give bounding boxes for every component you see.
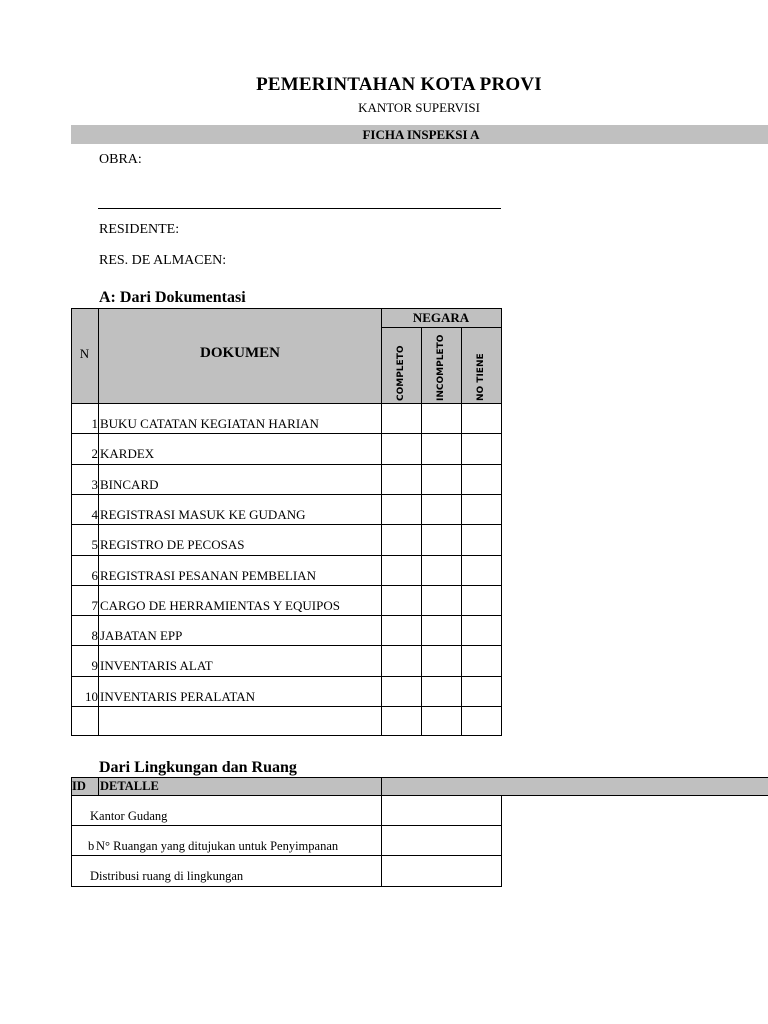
checkbox-cell-completo[interactable]	[382, 677, 421, 706]
table-row-document: CARGO DE HERRAMIENTAS Y EQUIPOS	[100, 597, 340, 613]
table-row-number: 1	[91, 416, 98, 431]
checkbox-cell-incompleto[interactable]	[422, 707, 461, 736]
table-row-line	[71, 706, 501, 707]
checkbox-cell-notiene[interactable]	[462, 677, 501, 706]
residente-label: RESIDENTE:	[99, 222, 180, 237]
table-row-number: 4	[91, 506, 98, 522]
checkbox-cell-notiene[interactable]	[462, 586, 501, 615]
col-n-header: N	[79, 346, 90, 361]
table-row-line	[71, 645, 501, 646]
col-notiene-header: NO TIENE	[476, 353, 486, 401]
section-b-title: Dari Lingkungan dan Ruang	[99, 759, 297, 776]
checkbox-cell-incompleto[interactable]	[422, 495, 461, 524]
checkbox-cell-completo[interactable]	[382, 525, 421, 554]
table2-border-top	[71, 777, 768, 778]
table2-border-left	[71, 777, 72, 887]
documents-table	[71, 308, 501, 736]
obra-label: OBRA:	[99, 152, 142, 167]
table-border-bottom	[71, 735, 501, 736]
checkbox-cell-completo[interactable]	[382, 434, 421, 463]
table-row-line	[71, 464, 501, 465]
table-row-line	[71, 494, 501, 495]
table2-header-background	[71, 777, 768, 795]
environment-table	[71, 777, 768, 887]
table2-header-bottom	[71, 795, 768, 796]
col-negara-header: NEGARA	[412, 310, 470, 325]
table-divider-incompleto	[461, 327, 462, 736]
table-row-number: 6	[91, 567, 98, 583]
table2-divider-id	[98, 777, 99, 795]
checkbox-cell-notiene[interactable]	[462, 434, 501, 463]
table-row-number: 7	[91, 597, 98, 613]
checkbox-cell-completo[interactable]	[382, 404, 421, 433]
table-row-document: BINCARD	[100, 476, 159, 492]
checkbox-cell-notiene[interactable]	[462, 646, 501, 675]
checkbox-cell-incompleto[interactable]	[422, 616, 461, 645]
checkbox-cell-completo[interactable]	[382, 586, 421, 615]
negara-underline	[381, 327, 501, 328]
checkbox-cell-incompleto[interactable]	[422, 646, 461, 675]
table-row-line	[71, 676, 501, 677]
table-row-id: b	[88, 839, 95, 853]
checkbox-cell-completo[interactable]	[382, 465, 421, 494]
table2-border-right	[501, 795, 502, 887]
checkbox-cell-notiene[interactable]	[462, 525, 501, 554]
checkbox-cell-incompleto[interactable]	[422, 404, 461, 433]
table-row-line	[71, 585, 501, 586]
col-completo-header: COMPLETO	[396, 345, 406, 401]
table-row-document: REGISTRASI MASUK KE GUDANG	[100, 506, 306, 522]
document-subtitle: KANTOR SUPERVISI	[358, 100, 480, 115]
checkbox-cell-notiene[interactable]	[462, 495, 501, 524]
table-row-document: KARDEX	[100, 446, 155, 462]
table2-row-line	[71, 855, 501, 856]
checkbox-cell-incompleto[interactable]	[422, 434, 461, 463]
table-border-right	[501, 308, 502, 736]
checkbox-cell-notiene[interactable]	[462, 707, 501, 736]
table-row-document: BUKU CATATAN KEGIATAN HARIAN	[100, 416, 319, 431]
table-row-number: 8	[91, 628, 98, 644]
col-detalle-header: DETALLE	[100, 779, 159, 793]
table-row-document: REGISTRO DE PECOSAS	[100, 537, 245, 553]
table-row-line	[71, 524, 501, 525]
table-row-document: INVENTARIS ALAT	[100, 658, 213, 674]
table2-border-bottom	[71, 886, 501, 887]
table-row-line	[71, 615, 501, 616]
table-row-line	[71, 433, 501, 434]
checkbox-cell-incompleto[interactable]	[422, 586, 461, 615]
table-divider-doc	[381, 308, 382, 736]
checkbox-cell-notiene[interactable]	[462, 404, 501, 433]
table-row-number: 3	[91, 476, 98, 492]
checkbox-cell-completo[interactable]	[382, 646, 421, 675]
checkbox-cell-completo[interactable]	[382, 495, 421, 524]
table-row-number: 5	[91, 537, 98, 553]
col-id-header: ID	[72, 779, 86, 793]
table-border-top	[71, 308, 501, 309]
checkbox-cell-incompleto[interactable]	[422, 525, 461, 554]
col-incompleto-header: INCOMPLETO	[436, 334, 446, 401]
table-row-line	[71, 555, 501, 556]
table-row-number: 2	[91, 446, 98, 462]
res-almacen-label: RES. DE ALMACEN:	[99, 253, 227, 268]
table-divider-completo	[421, 327, 422, 736]
checkbox-cell-notiene[interactable]	[462, 616, 501, 645]
table2-divider-detail	[381, 777, 382, 887]
table-border-left	[71, 308, 72, 736]
table-row-line	[71, 403, 501, 404]
table-row-detail: N° Ruangan yang ditujukan untuk Penyimpanan	[96, 839, 339, 853]
checkbox-cell-incompleto[interactable]	[422, 677, 461, 706]
checkbox-cell-completo[interactable]	[382, 707, 421, 736]
col-dokumen-header: DOKUMEN	[200, 345, 280, 361]
table-row-number: 9	[91, 658, 98, 674]
table-divider-n	[98, 308, 99, 736]
checkbox-cell-incompleto[interactable]	[422, 556, 461, 585]
document-title: PEMERINTAHAN KOTA PROVI	[256, 74, 542, 95]
table-row-document: REGISTRASI PESANAN PEMBELIAN	[100, 567, 316, 583]
table-row-document: INVENTARIS PERALATAN	[100, 688, 255, 704]
form-title: FICHA INSPEKSI A	[362, 127, 480, 142]
checkbox-cell-completo[interactable]	[382, 616, 421, 645]
checkbox-cell-completo[interactable]	[382, 556, 421, 585]
obra-underline	[98, 208, 501, 209]
table-row-number: 10	[85, 688, 98, 704]
table-row-detail: Distribusi ruang di lingkungan	[90, 869, 244, 883]
table-row-document: JABATAN EPP	[100, 628, 183, 644]
checkbox-cell-notiene[interactable]	[462, 556, 501, 585]
checkbox-cell-incompleto[interactable]	[422, 465, 461, 494]
checkbox-cell-notiene[interactable]	[462, 465, 501, 494]
table2-row-line	[71, 825, 501, 826]
section-a-title: A: Dari Dokumentasi	[99, 289, 246, 306]
table-row-detail: Kantor Gudang	[90, 809, 168, 823]
